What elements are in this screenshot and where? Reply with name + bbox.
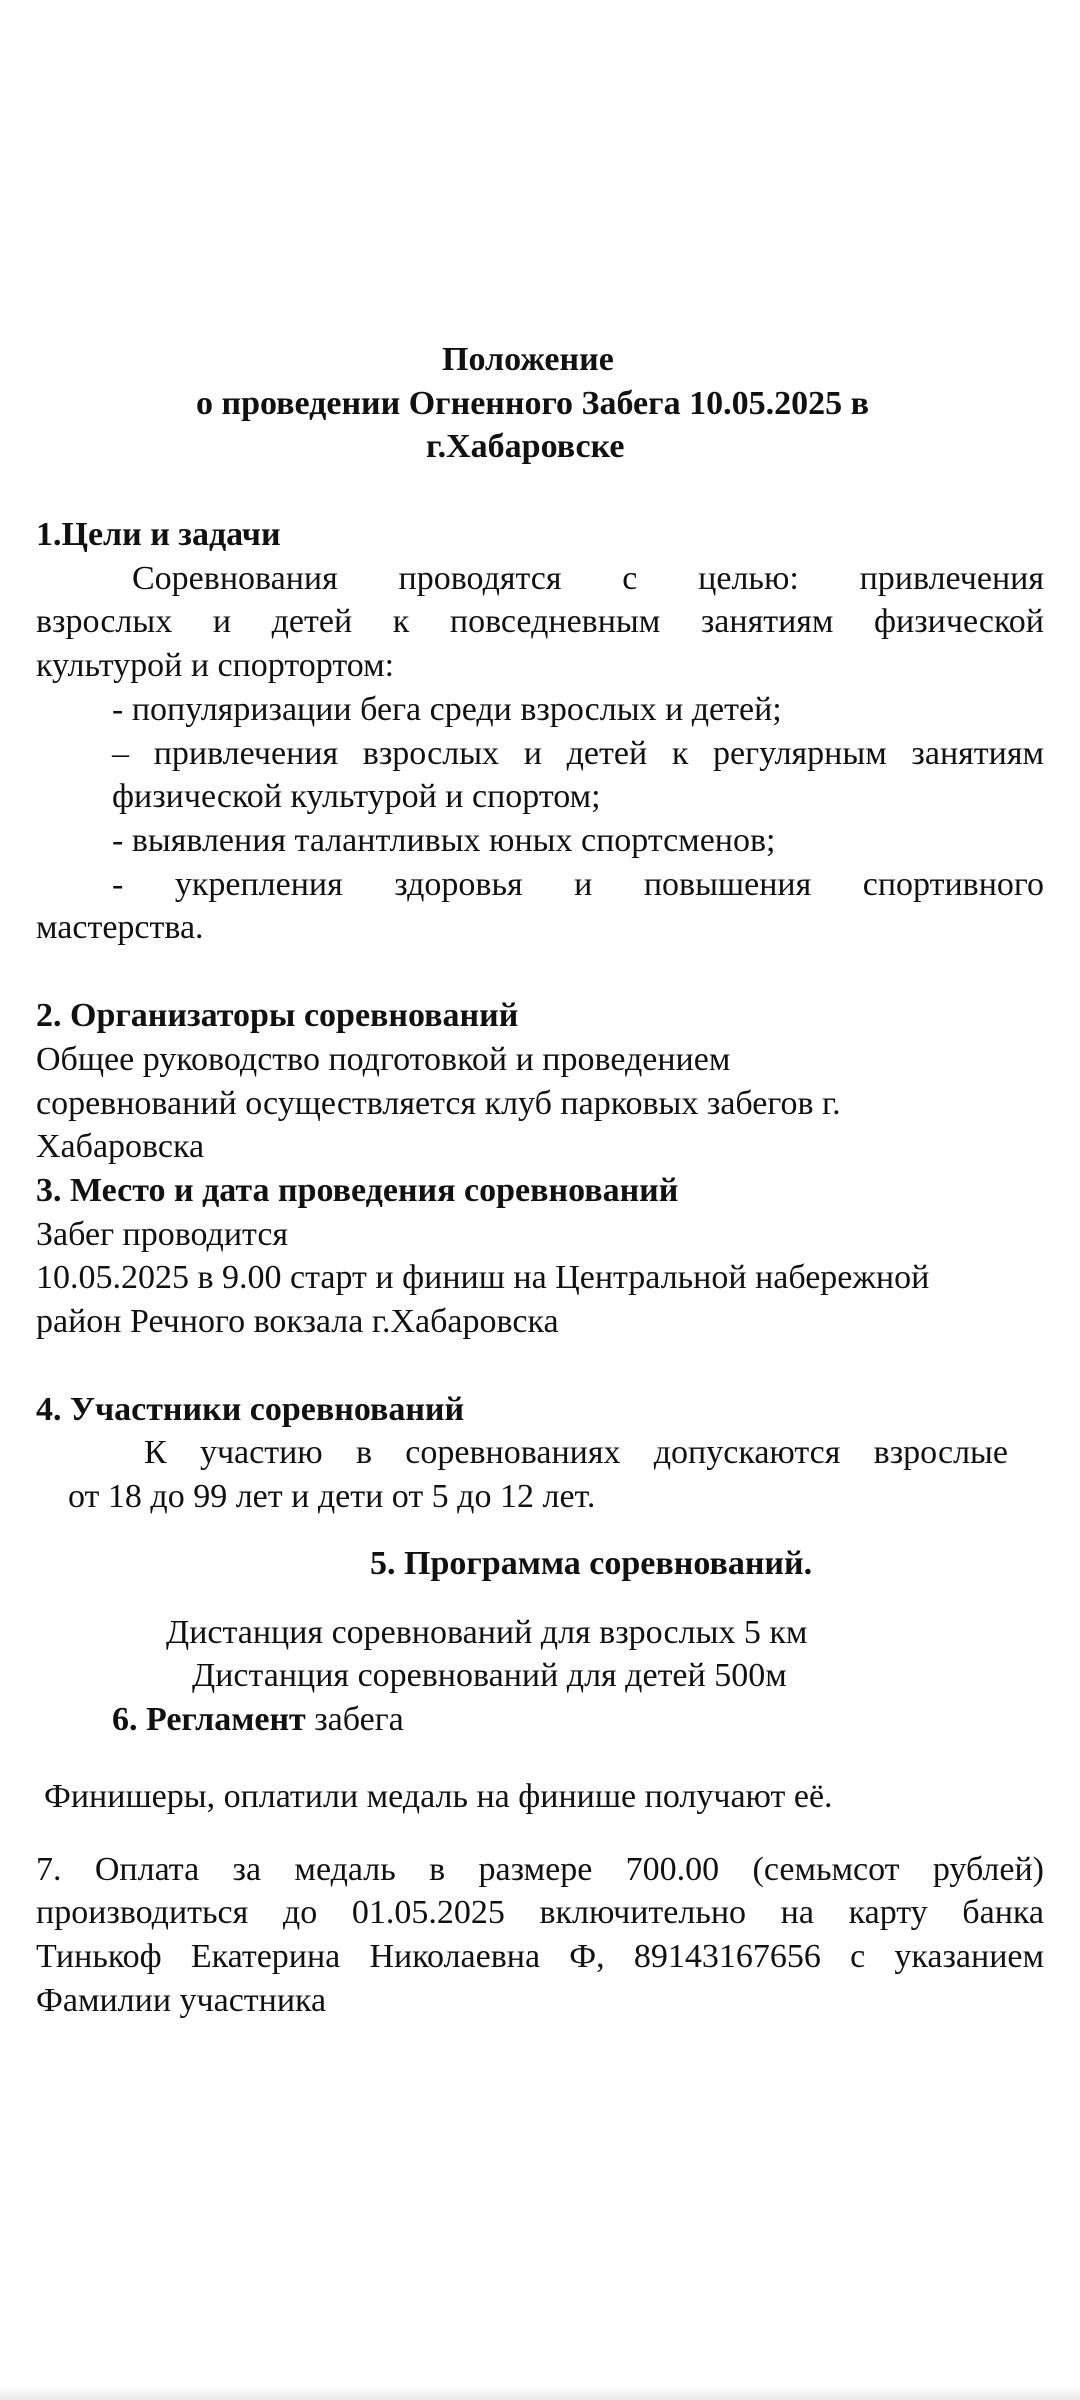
section-1-text: взрослых и детей к повседневным занятиям физической (36, 603, 1044, 640)
list-item: - выявления талантливых юных спортсменов; (112, 822, 776, 859)
section-3-heading: 3. Место и дата проведения соревнований (36, 1172, 679, 1209)
section-3-text: Забег проводится (36, 1216, 289, 1253)
section-7-text: Фамилии участника (36, 1982, 327, 2019)
doc-subtitle: о проведении Огненного Забега 10.05.2025 в (196, 385, 869, 422)
section-5-text: Дистанция соревнований для детей 500м (192, 1657, 787, 1694)
list-item: - популяризации бега среди взрослых и детей; (112, 691, 782, 728)
section-6-heading-rest: забега (305, 1701, 404, 1738)
section-1-heading: 1.Цели и задачи (36, 516, 281, 553)
section-7-text: производиться до 01.05.2025 включительно на карту банка (36, 1894, 1044, 1931)
section-2-text: Общее руководство подготовкой и проведением (36, 1041, 731, 1078)
section-4-text: от 18 до 99 лет и дети от 5 до 12 лет. (68, 1478, 596, 1515)
section-7-text: Тинькоф Екатерина Николаевна Ф, 89143167656 с указанием (36, 1938, 1044, 1975)
section-1-text: Соревнования проводятся с целью: привлечения (132, 560, 1044, 597)
section-4-text: К участию в соревнованиях допускаются взрослые (144, 1434, 1008, 1471)
section-6-text: Финишеры, оплатили медаль на финише получают её. (44, 1778, 833, 1815)
doc-subtitle-city: г.Хабаровске (426, 428, 625, 465)
section-6-heading-bold: 6. Регламент (112, 1701, 306, 1738)
list-item: - укрепления здоровья и повышения спортивного (112, 866, 1044, 903)
section-2-heading: 2. Организаторы соревнований (36, 997, 519, 1034)
doc-title: Положение (442, 341, 614, 378)
document-page (36, 0, 1044, 2385)
section-1-text: культурой и спортортом: (36, 647, 395, 684)
section-4-heading: 4. Участники соревнований (36, 1391, 465, 1428)
list-item: – привлечения взрослых и детей к регулярным занятиям (112, 735, 1044, 772)
page-bottom-edge (0, 2386, 1080, 2400)
section-5-text: Дистанция соревнований для взрослых 5 км (166, 1614, 808, 1651)
section-7-text: 7. Оплата за медаль в размере 700.00 (семьмсот рублей) (36, 1851, 1044, 1888)
section-6-heading (112, 1698, 1044, 1742)
section-5-heading: 5. Программа соревнований. (370, 1545, 813, 1582)
list-item-continued: мастерства. (36, 909, 204, 946)
section-2-text: Хабаровска (36, 1128, 205, 1165)
section-2-text: соревнований осуществляется клуб парковых забегов г. (36, 1085, 841, 1122)
list-item-continued: физической культурой и спортом; (112, 778, 601, 815)
section-3-text: 10.05.2025 в 9.00 старт и финиш на Центральной набережной (36, 1259, 930, 1296)
section-3-text: район Речного вокзала г.Хабаровска (36, 1303, 559, 1340)
